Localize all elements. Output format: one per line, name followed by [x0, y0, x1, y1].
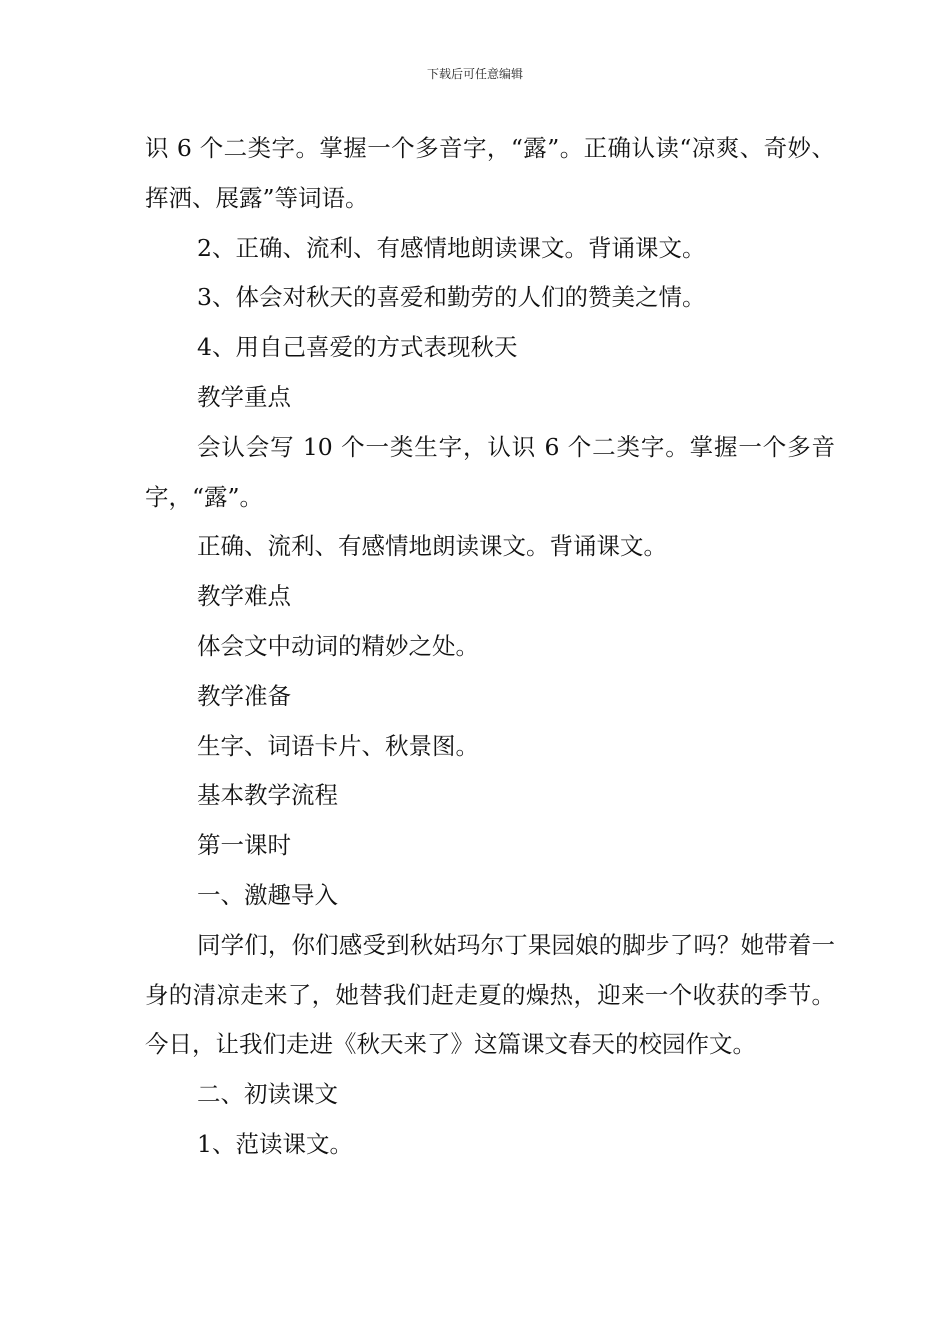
paragraph-7: 正确、流利、有感情地朗读课文。背诵课文。 [197, 532, 667, 561]
paragraph-2: 2、正确、流利、有感情地朗读课文。背诵课文。 [197, 233, 706, 262]
paragraph-17: 1、范读课文。 [197, 1129, 353, 1158]
paragraph-6: 会认会写 10 个一类生字，认识 6 个二类字。掌握一个多音字，“露”。 [145, 432, 835, 511]
section-heading-first-lesson: 第一课时 [197, 831, 291, 860]
section-heading-first-reading: 二、初读课文 [197, 1080, 338, 1109]
paragraph-4: 4、用自己喜爱的方式表现秋天 [197, 333, 518, 362]
section-heading-preparation: 教学准备 [197, 681, 291, 710]
page-header: 下载后可任意编辑 [426, 67, 523, 81]
section-heading-key-points: 教学重点 [197, 382, 291, 411]
paragraph-9: 体会文中动词的精妙之处。 [197, 631, 479, 660]
document-body [145, 124, 835, 1170]
paragraph-11: 生字、词语卡片、秋景图。 [197, 731, 479, 760]
section-heading-difficulties: 教学难点 [197, 582, 291, 611]
section-heading-process: 基本教学流程 [197, 781, 338, 810]
paragraph-1: 识 6 个二类字。掌握一个多音字，“露”。正确认读“凉爽、奇妙、挥洒、展露”等词语。 [145, 134, 835, 212]
section-heading-introduction: 一、激趣导入 [197, 880, 338, 909]
paragraph-15: 同学们，你们感受到秋姑玛尔丁果园娘的脚步了吗？她带着一身的清凉走来了，她替我们赶走夏的燥热，迎来一个收获的季节。今日，让我们走进《秋天来了》这篇课文春天的校园作文。 [145, 930, 835, 1059]
paragraph-3: 3、体会对秋天的喜爱和勤劳的人们的赞美之情。 [197, 283, 706, 312]
